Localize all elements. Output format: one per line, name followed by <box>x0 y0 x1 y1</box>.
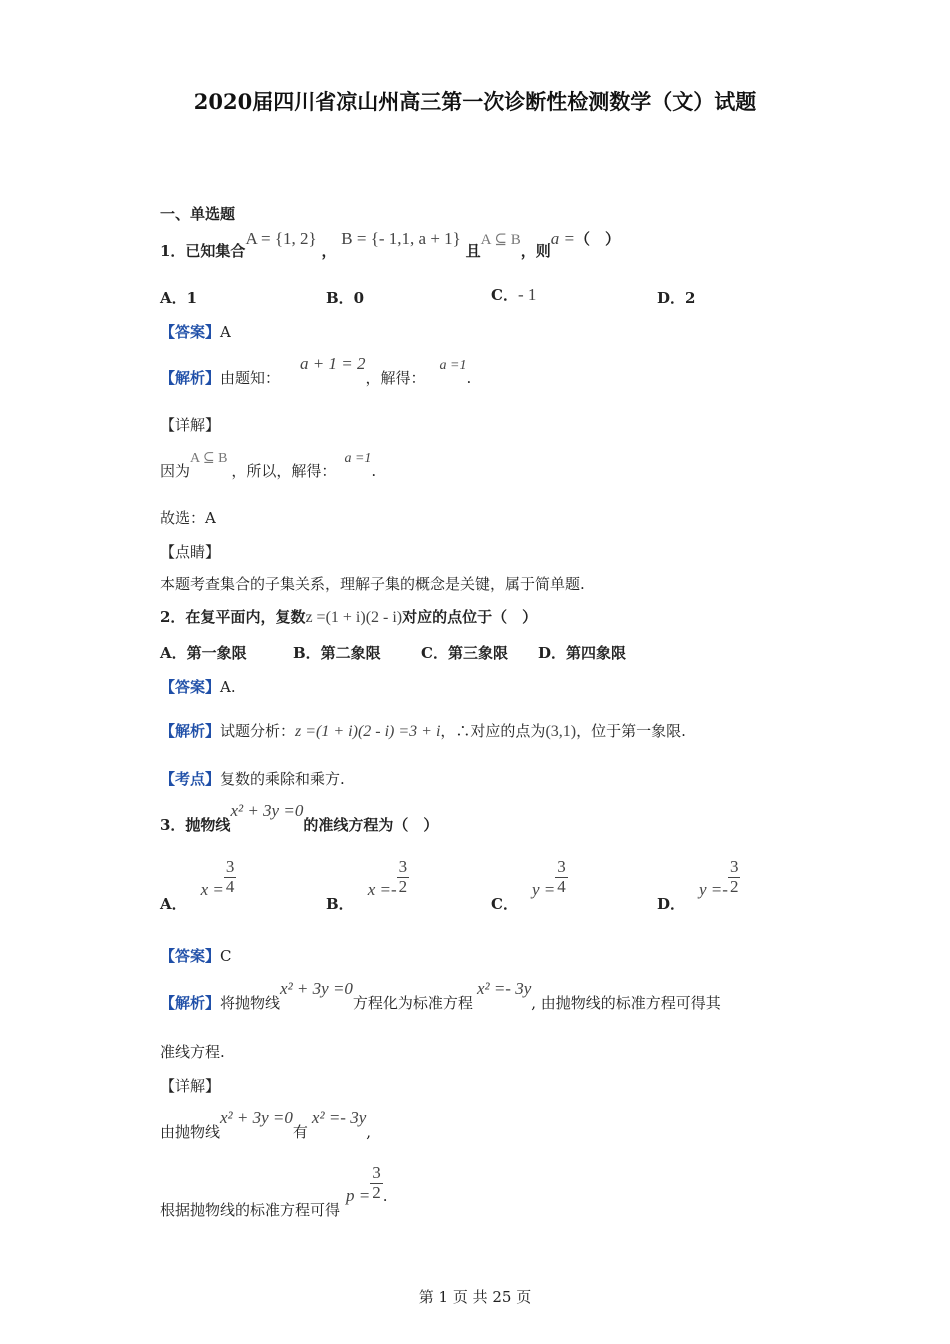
q2-option-d: D．第四象限 <box>538 644 627 662</box>
question-2-stem: 2．在复平面内，复数z =(1 + i)(2 - i)对应的点位于（ ） <box>160 608 538 626</box>
q3-option-d: D．y =- $\frac{3}{2}$ <box>657 857 739 914</box>
q2-option-c: C．第三象限 <box>421 644 508 662</box>
q3-detail-2: 根据抛物线的标准方程可得p = $\frac{3}{2}$ . <box>160 1163 388 1220</box>
q3-option-c: C．y = $\frac{3}{4}$ <box>491 857 566 914</box>
q3-analysis: 【解析】将抛物线x² + 3y =0方程化为标准方程x² =- 3y, 由抛物线的标准方程可得其 <box>160 979 721 1012</box>
q2-option-b: B．第二象限 <box>293 644 381 662</box>
q1-option-a: A．1 <box>160 289 198 307</box>
q3-detail-tag: 【详解】 <box>160 1077 221 1095</box>
q1-option-c: C．- 1 <box>491 285 537 304</box>
question-1-stem: 1．已知集合A = {1, 2} ， B = {- 1,1, a + 1} 且A ⊆ B，则a =（ ） <box>160 229 620 260</box>
q2-analysis: 【解析】试题分析：z =(1 + i)(2 - i) =3 + i，∴对应的点为(3,1)，位于第一象限. <box>160 722 686 740</box>
q1-comment: 本题考查集合的子集关系，理解子集的概念是关键，属于简单题. <box>160 575 585 593</box>
q1-detail: 因为A ⊆ B，所以，解得：a =1. <box>160 451 377 480</box>
q2-option-a: A．第一象限 <box>160 644 247 662</box>
page-title: 2020届四川省凉山州高三第一次诊断性检测数学（文）试题 <box>193 89 757 114</box>
q1-option-b: B．0 <box>326 289 365 307</box>
q1-analysis: 【解析】由题知：a + 1 = 2，解得：a =1. <box>160 354 472 387</box>
page-footer: 第 1 页 共 25 页 <box>418 1288 532 1306</box>
q1-option-d: D．2 <box>657 289 696 307</box>
q3-analysis-line2: 准线方程. <box>160 1043 225 1061</box>
q1-detail-tag: 【详解】 <box>160 416 221 434</box>
q1-condition: A ⊆ B <box>480 232 521 248</box>
q3-option-b: B．x =- $\frac{3}{2}$ <box>326 857 408 914</box>
q1-choose: 故选：A <box>160 509 216 527</box>
q1-answer: 【答案】A <box>160 323 231 341</box>
q2-answer: 【答案】A. <box>160 678 236 696</box>
q1-set-a: A = {1, 2} <box>245 229 317 248</box>
q1-set-b: B = {- 1,1, a + 1} <box>341 229 461 248</box>
q3-detail: 由抛物线x² + 3y =0有x² =- 3y, <box>160 1108 372 1141</box>
question-3-stem: 3．抛物线x² + 3y =0的准线方程为（ ） <box>160 801 439 834</box>
q2-key-point: 【考点】复数的乘除和乘方. <box>160 770 345 788</box>
q1-number: 1．已知集合 <box>160 242 246 260</box>
q1-comment-tag: 【点睛】 <box>160 543 221 561</box>
q3-answer: 【答案】C <box>160 947 232 965</box>
section-heading: 一、单选题 <box>160 205 236 223</box>
q3-option-a: A．x = $\frac{3}{4}$ <box>160 857 235 914</box>
q1-ask: a = <box>550 229 575 248</box>
